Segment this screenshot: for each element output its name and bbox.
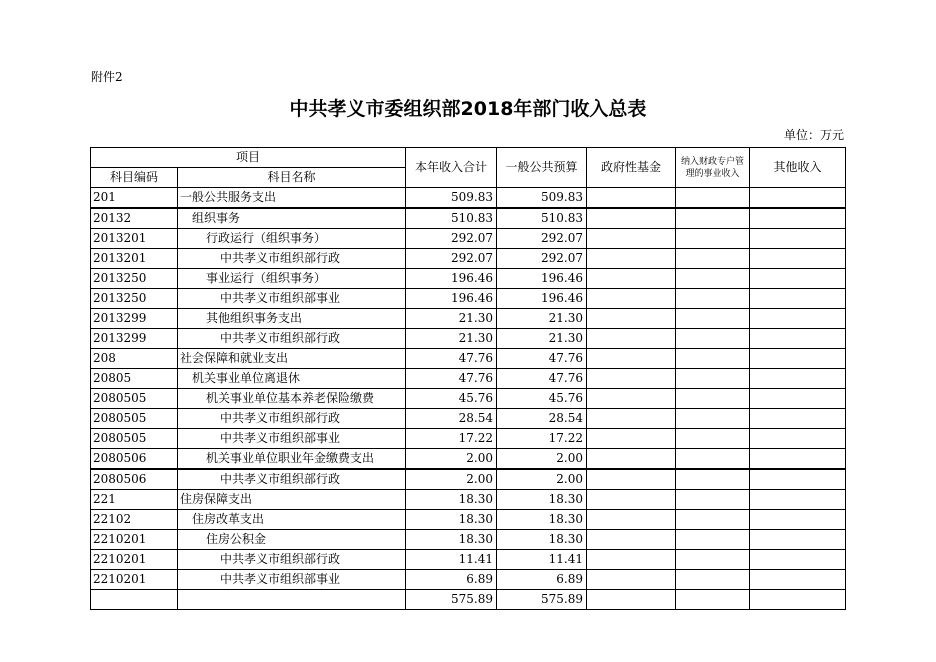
special-account-cell — [676, 188, 750, 209]
subject-code-cell: 22102 — [91, 510, 178, 530]
special-account-cell — [676, 369, 750, 389]
special-account-cell — [676, 249, 750, 269]
special-account-cell — [676, 530, 750, 550]
other-income-cell — [750, 369, 846, 389]
subject-code-cell — [91, 590, 178, 610]
subject-code-cell: 2080505 — [91, 429, 178, 449]
general-budget-cell: 45.76 — [497, 389, 587, 409]
other-income-cell — [750, 510, 846, 530]
gov-fund-cell — [587, 369, 676, 389]
general-budget-cell: 21.30 — [497, 309, 587, 329]
table-row — [91, 429, 846, 449]
general-budget-cell: 2.00 — [497, 449, 587, 470]
subject-code-cell: 221 — [91, 490, 178, 510]
subject-code-cell: 2013299 — [91, 309, 178, 329]
table-row — [91, 289, 846, 309]
total-income-cell: 45.76 — [406, 389, 497, 409]
special-account-cell — [676, 429, 750, 449]
general-budget-cell: 2.00 — [497, 469, 587, 490]
total-income-cell: 292.07 — [406, 229, 497, 249]
other-income-cell — [750, 429, 846, 449]
total-income-cell: 510.83 — [406, 208, 497, 229]
total-income-cell: 196.46 — [406, 269, 497, 289]
subject-code-cell: 20805 — [91, 369, 178, 389]
table-row — [91, 409, 846, 429]
table-row — [91, 269, 846, 289]
total-income-cell: 21.30 — [406, 329, 497, 349]
subject-name-cell: 中共孝义市组织部行政 — [178, 249, 406, 269]
subject-name-cell: 社会保障和就业支出 — [178, 349, 406, 369]
total-income-cell: 575.89 — [406, 590, 497, 610]
table-row — [91, 249, 846, 269]
header-general-budget: 一般公共预算 — [497, 148, 587, 188]
header-special-account: 纳入财政专户管理的事业收入 — [676, 148, 750, 188]
subject-code-cell: 2013250 — [91, 269, 178, 289]
general-budget-cell: 47.76 — [497, 369, 587, 389]
total-income-cell: 292.07 — [406, 249, 497, 269]
table-row — [91, 369, 846, 389]
table-row — [91, 530, 846, 550]
subject-name-cell — [178, 590, 406, 610]
table-row — [91, 188, 846, 209]
header-code: 科目编码 — [91, 168, 178, 188]
subject-name-cell: 机关事业单位职业年金缴费支出 — [178, 449, 406, 470]
subject-code-cell: 2080505 — [91, 409, 178, 429]
subject-name-cell: 中共孝义市组织部事业 — [178, 429, 406, 449]
general-budget-cell: 18.30 — [497, 510, 587, 530]
table-row — [91, 550, 846, 570]
total-income-cell: 21.30 — [406, 309, 497, 329]
general-budget-cell: 196.46 — [497, 269, 587, 289]
gov-fund-cell — [587, 188, 676, 209]
special-account-cell — [676, 349, 750, 369]
other-income-cell — [750, 570, 846, 590]
total-income-cell: 196.46 — [406, 289, 497, 309]
general-budget-cell: 575.89 — [497, 590, 587, 610]
other-income-cell — [750, 229, 846, 249]
total-income-cell: 11.41 — [406, 550, 497, 570]
other-income-cell — [750, 449, 846, 470]
header-gov-fund: 政府性基金 — [587, 148, 676, 188]
subject-code-cell: 2013299 — [91, 329, 178, 349]
subject-code-cell: 201 — [91, 188, 178, 209]
other-income-cell — [750, 309, 846, 329]
other-income-cell — [750, 249, 846, 269]
special-account-cell — [676, 409, 750, 429]
subject-name-cell: 住房改革支出 — [178, 510, 406, 530]
total-income-cell: 28.54 — [406, 409, 497, 429]
total-income-cell: 17.22 — [406, 429, 497, 449]
other-income-cell — [750, 349, 846, 369]
general-budget-cell: 509.83 — [497, 188, 587, 209]
subject-name-cell: 组织事务 — [178, 208, 406, 229]
gov-fund-cell — [587, 249, 676, 269]
subject-code-cell: 2210201 — [91, 530, 178, 550]
total-income-cell: 18.30 — [406, 530, 497, 550]
gov-fund-cell — [587, 349, 676, 369]
gov-fund-cell — [587, 269, 676, 289]
subject-name-cell: 其他组织事务支出 — [178, 309, 406, 329]
header-total: 本年收入合计 — [406, 148, 497, 188]
subject-name-cell: 中共孝义市组织部事业 — [178, 570, 406, 590]
income-table — [90, 147, 846, 610]
total-income-cell: 509.83 — [406, 188, 497, 209]
other-income-cell — [750, 289, 846, 309]
header-item: 项目 — [91, 148, 406, 168]
total-income-cell: 18.30 — [406, 510, 497, 530]
table-row — [91, 329, 846, 349]
special-account-cell — [676, 289, 750, 309]
gov-fund-cell — [587, 309, 676, 329]
total-income-cell: 2.00 — [406, 469, 497, 490]
table-row — [91, 229, 846, 249]
subject-code-cell: 2013201 — [91, 249, 178, 269]
gov-fund-cell — [587, 289, 676, 309]
table-row — [91, 309, 846, 329]
special-account-cell — [676, 590, 750, 610]
table-row — [91, 510, 846, 530]
other-income-cell — [750, 389, 846, 409]
table-row — [91, 389, 846, 409]
special-account-cell — [676, 490, 750, 510]
gov-fund-cell — [587, 329, 676, 349]
subject-name-cell: 一般公共服务支出 — [178, 188, 406, 209]
special-account-cell — [676, 469, 750, 490]
subject-code-cell: 2080506 — [91, 469, 178, 490]
special-account-cell — [676, 550, 750, 570]
other-income-cell — [750, 269, 846, 289]
subject-name-cell: 机关事业单位基本养老保险缴费 — [178, 389, 406, 409]
special-account-cell — [676, 229, 750, 249]
gov-fund-cell — [587, 449, 676, 470]
gov-fund-cell — [587, 570, 676, 590]
total-income-cell: 18.30 — [406, 490, 497, 510]
gov-fund-cell — [587, 590, 676, 610]
subject-name-cell: 中共孝义市组织部行政 — [178, 550, 406, 570]
gov-fund-cell — [587, 510, 676, 530]
table-row — [91, 469, 846, 490]
general-budget-cell: 11.41 — [497, 550, 587, 570]
general-budget-cell: 196.46 — [497, 289, 587, 309]
other-income-cell — [750, 208, 846, 229]
general-budget-cell: 17.22 — [497, 429, 587, 449]
special-account-cell — [676, 329, 750, 349]
gov-fund-cell — [587, 429, 676, 449]
special-account-cell — [676, 570, 750, 590]
special-account-cell — [676, 389, 750, 409]
header-other-income: 其他收入 — [750, 148, 846, 188]
other-income-cell — [750, 329, 846, 349]
table-row — [91, 590, 846, 610]
gov-fund-cell — [587, 490, 676, 510]
gov-fund-cell — [587, 409, 676, 429]
subject-name-cell: 中共孝义市组织部行政 — [178, 469, 406, 490]
subject-code-cell: 2210201 — [91, 550, 178, 570]
other-income-cell — [750, 409, 846, 429]
subject-name-cell: 事业运行（组织事务） — [178, 269, 406, 289]
subject-code-cell: 2080505 — [91, 389, 178, 409]
subject-code-cell: 2080506 — [91, 449, 178, 470]
general-budget-cell: 510.83 — [497, 208, 587, 229]
subject-name-cell: 机关事业单位离退休 — [178, 369, 406, 389]
subject-name-cell: 中共孝义市组织部行政 — [178, 329, 406, 349]
total-income-cell: 47.76 — [406, 369, 497, 389]
gov-fund-cell — [587, 550, 676, 570]
special-account-cell — [676, 309, 750, 329]
table-row — [91, 570, 846, 590]
subject-code-cell: 2210201 — [91, 570, 178, 590]
unit-label: 单位：万元 — [783, 128, 844, 142]
page-title: 中共孝义市委组织部2018年部门收入总表 — [289, 98, 647, 120]
subject-name-cell: 住房公积金 — [178, 530, 406, 550]
subject-code-cell: 2013201 — [91, 229, 178, 249]
gov-fund-cell — [587, 530, 676, 550]
other-income-cell — [750, 490, 846, 510]
general-budget-cell: 292.07 — [497, 249, 587, 269]
table-row — [91, 490, 846, 510]
table-row — [91, 449, 846, 470]
subject-name-cell: 中共孝义市组织部行政 — [178, 409, 406, 429]
general-budget-cell: 292.07 — [497, 229, 587, 249]
gov-fund-cell — [587, 389, 676, 409]
total-income-cell: 47.76 — [406, 349, 497, 369]
subject-code-cell: 2013250 — [91, 289, 178, 309]
table-row — [91, 208, 846, 229]
subject-code-cell: 208 — [91, 349, 178, 369]
other-income-cell — [750, 530, 846, 550]
special-account-cell — [676, 510, 750, 530]
special-account-cell — [676, 449, 750, 470]
general-budget-cell: 21.30 — [497, 329, 587, 349]
special-account-cell — [676, 269, 750, 289]
total-income-cell: 2.00 — [406, 449, 497, 470]
table-row — [91, 349, 846, 369]
special-account-cell — [676, 208, 750, 229]
other-income-cell — [750, 590, 846, 610]
subject-code-cell: 20132 — [91, 208, 178, 229]
other-income-cell — [750, 550, 846, 570]
gov-fund-cell — [587, 208, 676, 229]
gov-fund-cell — [587, 229, 676, 249]
other-income-cell — [750, 469, 846, 490]
subject-name-cell: 行政运行（组织事务） — [178, 229, 406, 249]
header-name: 科目名称 — [178, 168, 406, 188]
general-budget-cell: 18.30 — [497, 530, 587, 550]
subject-name-cell: 中共孝义市组织部事业 — [178, 289, 406, 309]
general-budget-cell: 47.76 — [497, 349, 587, 369]
gov-fund-cell — [587, 469, 676, 490]
general-budget-cell: 18.30 — [497, 490, 587, 510]
other-income-cell — [750, 188, 846, 209]
subject-name-cell: 住房保障支出 — [178, 490, 406, 510]
general-budget-cell: 6.89 — [497, 570, 587, 590]
general-budget-cell: 28.54 — [497, 409, 587, 429]
total-income-cell: 6.89 — [406, 570, 497, 590]
attachment-label: 附件2 — [91, 70, 123, 84]
